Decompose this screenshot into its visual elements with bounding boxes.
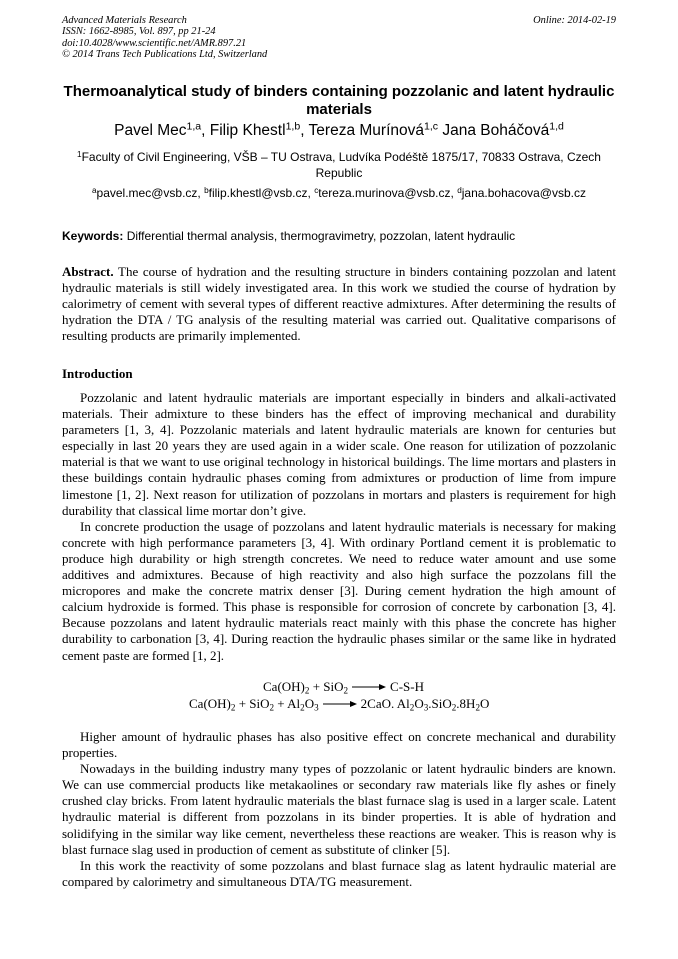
introduction-body-part1: [62, 390, 616, 664]
formula-part: Ca(OH): [263, 679, 305, 694]
formula-subscript: 2: [300, 702, 305, 713]
formula-part: 2CaO. Al: [360, 696, 410, 711]
author-name: Jana Boháčová: [442, 122, 550, 139]
author-name: Filip Khestl: [209, 122, 286, 139]
introduction-body-part2: [62, 729, 616, 890]
abstract-label: Abstract.: [62, 264, 114, 279]
formula-subscript: 2: [451, 702, 457, 713]
formula-part: + SiO: [235, 696, 270, 711]
abstract: [62, 264, 616, 344]
formula-part: C-S-H: [390, 679, 424, 694]
journal-name: Advanced Materials Research: [62, 15, 187, 26]
author-affiliation-marker: 1,b: [285, 120, 301, 133]
journal-issn: ISSN: 1662-8985, Vol. 897, pp 21-24: [62, 26, 216, 38]
abstract-text: The course of hydration and the resulting structure in binders containing pozzolan and latent hydraulic materials is still widely investigated area. In this work we studied the course of hydration by calorimetry of cement with several types of different reactive admixtures. After determining the results of hydration the DTA / TG analysis of the resulting material was carried out. Qualitative comparisons of resulting products are primarily implemented.: [62, 264, 617, 344]
keywords-label: Keywords:: [62, 229, 124, 243]
email-marker: b: [204, 185, 209, 195]
formula-part: Ca(OH): [189, 696, 231, 711]
email-marker: d: [457, 185, 462, 195]
email-address[interactable]: pavel.mec@vsb.cz: [96, 186, 198, 200]
intro-paragraph-1: Pozzolanic and latent hydraulic materials are important especially in binders and alkali-activated materials. Their admixture to these binders has the effect of improving mechanical and durability parameters [1, 3, 4]. Pozzolanic materials and latent hydraulic materials are known for centuries but especially in last 20 years they are used again in a wider scale. One reason for utilization of pozzolanic material is that we want to use original technology in historical buildings. The lime mortars and plasters in these buildings contain hydraulic phases coming from admixtures or production of lime from impure limestone [1, 2]. Next reason for utilization of pozzolans in mortars and plasters is requirement for high durability that classical lime mortar don’t give.: [62, 390, 616, 518]
journal-header: [62, 15, 616, 61]
reaction-arrow-icon: [323, 700, 357, 708]
formula-part: O: [414, 696, 424, 711]
email-address[interactable]: tereza.murinova@vsb.cz: [318, 186, 451, 200]
intro-paragraph-2: In concrete production the usage of pozzolans and latent hydraulic materials is necessary for making concrete with high performance parameters [3, 4]. With ordinary Portland cement it is problematic to produce high durability or high strength concretes. We need to reduce water amount and use some additives and admixtures. Because of high reactivity and also high surface the pozzolans fill the micropores and make the concrete matrix denser [3]. During cement hydration the high amount of calcium hydroxide is formed. This phase is responsible for corrosion of concrete by carbonation [3, 4]. Because pozzolans and latent hydraulic materials react mainly with this phase the concrete has higher durability to carbonation [3, 4]. During reaction the hydraulic phases similar or the same like in hydrated cement paste are formed [1, 2].: [62, 518, 616, 663]
email-address[interactable]: jana.bohacova@vsb.cz: [461, 186, 586, 200]
journal-doi[interactable]: doi:10.4028/www.scientific.net/AMR.897.21: [62, 37, 247, 49]
formula-subscript: 3: [423, 702, 429, 713]
formula-subscript: 3: [314, 702, 319, 713]
email-address[interactable]: filip.khestl@vsb.cz: [208, 186, 308, 200]
author-list: Pavel Mec$^{1,a}$, Filip Khestl$^{1,b}$, Tereza Murínová$^{1,c}$ Jana Boháčová$^{1,d}$: [114, 120, 564, 139]
formula-subscript: 2: [230, 702, 236, 713]
author-affiliation-marker: 1,d: [549, 120, 564, 133]
formula-part: .SiO: [428, 696, 452, 711]
formula-part: O: [479, 696, 490, 711]
affiliation-marker: 1: [77, 149, 82, 159]
formula-subscript: 2: [304, 685, 310, 696]
reaction-arrow-icon: [352, 683, 386, 691]
formula-part: O: [304, 696, 315, 711]
intro-paragraph-5: In this work the reactivity of some pozzolans and blast furnace slag as latent hydraulic material are compared by calorimetry and simultaneous DTA/TG measurement.: [62, 857, 616, 889]
email-list: $^a$pavel.mec@vsb.cz, $^b$filip.khestl@vsb.cz, $^c$tereza.murinova@vsb.cz, $^d$jana.bohacova@vsb.cz: [91, 185, 586, 200]
intro-paragraph-3: Higher amount of hydraulic phases has also positive effect on concrete mechanical and durability properties.: [62, 729, 616, 761]
introduction-heading: Introduction: [62, 366, 133, 381]
affiliation-text: Faculty of Civil Engineering, VŠB – TU Ostrava, Ludvíka Podéště 1875/17, 70833 Ostrava, Czech Republic: [81, 150, 601, 180]
equation-1: [263, 679, 424, 695]
intro-paragraph-4: Nowadays in the building industry many types of pozzolanic or latent hydraulic binders are known. We can use commercial products like metakaolines or secondary raw materials like fly ashes or finely crushed clay bricks. From latent hydraulic materials the blast furnace slag is used in a larger scale. Latent hydraulic material is different from pozzolans in its binder properties. It is able of hydration and solidifying in the similar way like cement, nevertheless these reactions are weaker. This is reason why is blast furnace slag used in production of cement as substitute of clinker [5].: [62, 761, 616, 857]
equation-1-reactants: [263, 679, 348, 694]
formula-part: + Al: [274, 696, 301, 711]
equation-2-products: [361, 696, 490, 711]
reaction-equations: [62, 679, 616, 713]
email-marker: a: [91, 185, 97, 195]
equation-2: [189, 696, 489, 712]
author-name: Tereza Murínová: [308, 122, 424, 139]
formula-subscript: 2: [269, 702, 275, 713]
formula-part: + SiO: [309, 679, 344, 694]
formula-subscript: 2: [475, 702, 480, 713]
journal-copyright: © 2014 Trans Tech Publications Ltd, Switzerland: [62, 49, 268, 61]
email-marker: c: [314, 185, 319, 195]
online-date: Online: 2014-02-19: [533, 15, 616, 26]
formula-subscript: 2: [343, 685, 349, 696]
author-affiliation-marker: 1,a: [186, 120, 202, 133]
keywords: [62, 229, 616, 244]
formula-part: .8H: [456, 696, 476, 711]
author-affiliation-marker: 1,c: [424, 120, 439, 133]
equation-2-reactants: [189, 696, 319, 711]
author-name: Pavel Mec: [114, 122, 187, 139]
affiliation: [62, 149, 616, 181]
keywords-text: Differential thermal analysis, thermogravimetry, pozzolan, latent hydraulic: [126, 229, 516, 243]
paper-title: Thermoanalytical study of binders containing pozzolanic and latent hydraulic materials: [63, 83, 615, 118]
formula-subscript: 2: [409, 702, 415, 713]
equation-1-products: [390, 679, 424, 694]
